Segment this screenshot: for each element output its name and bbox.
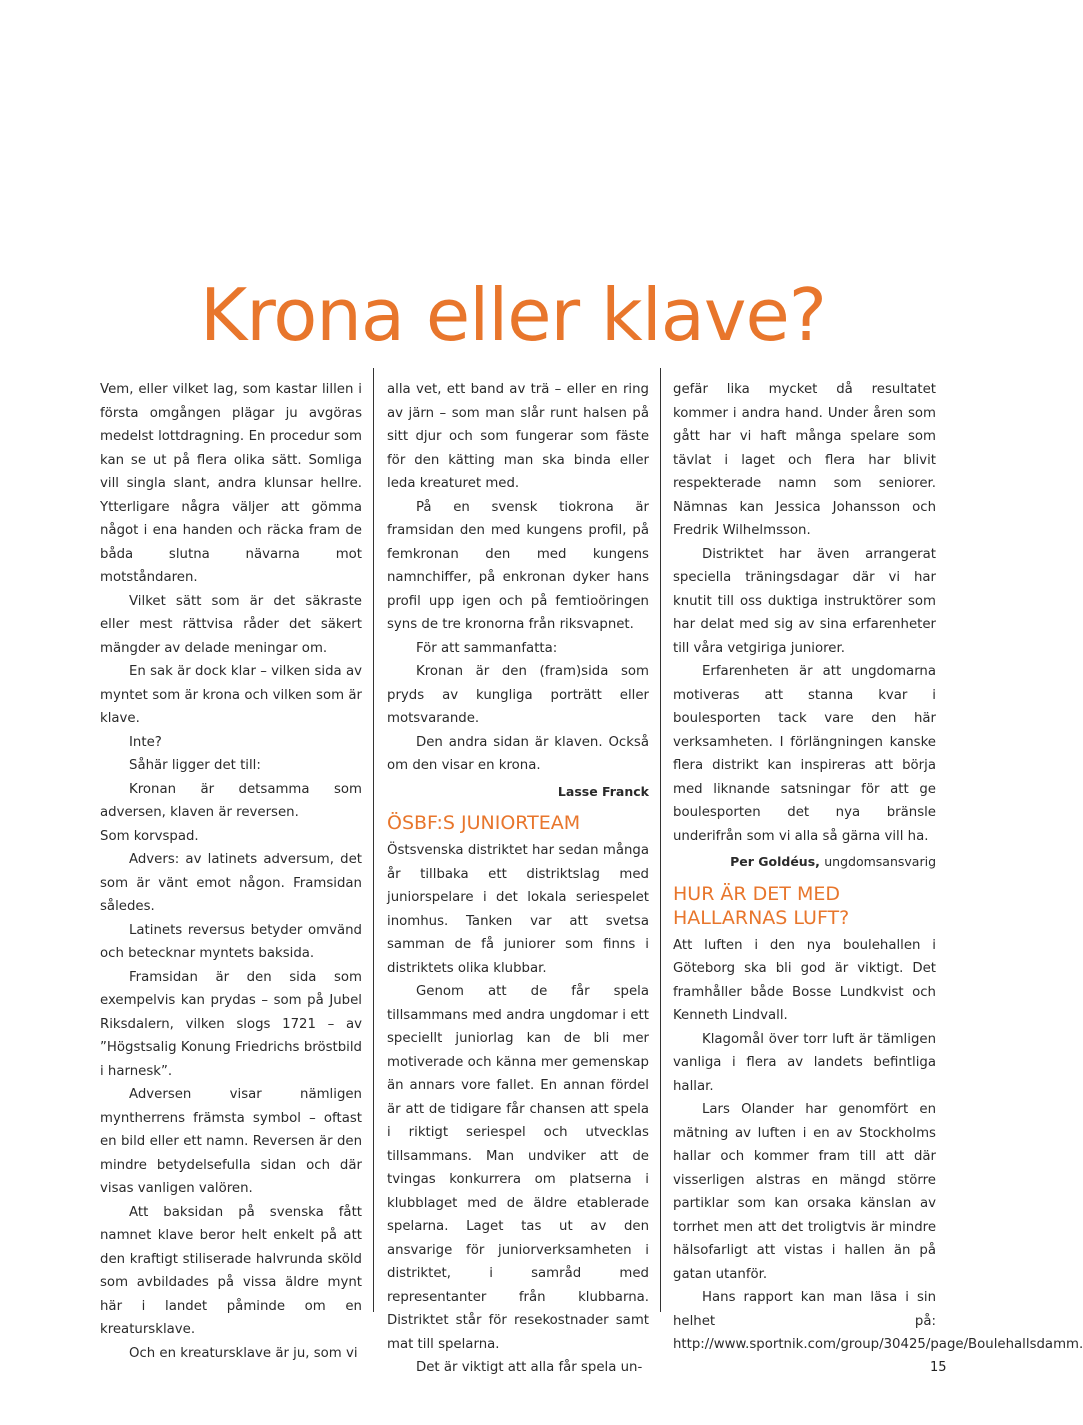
paragraph: Vem, eller vilket lag, som kastar lillen i första omgången plägar ju avgöras medelst lottdragning. En procedur som kan se ut på flera olika sätt. Somliga vill singla slant, andra klunsar hellre. Ytterligare några väljer att gömma något i ena handen och räcka fram de båda slutna nävarna mot motståndaren. xyxy=(100,382,362,585)
paragraph: Att baksidan på svenska fått namnet klave beror helt enkelt på att den kraftigt stiliserade halvrunda sköld som avbildades på vissa äldre mynt här i landet påminde om en kreatursklave. xyxy=(100,1204,362,1337)
signature-role: ungdomsansvarig xyxy=(824,854,936,869)
paragraph: På en svensk tiokrona är framsidan den med kungens profil, på femkronan den med kungens namnchiffer, på enkronan dyker hans profil upp igen och på femtioöringen syns de tre kronorna från riksvapnet. xyxy=(387,499,649,632)
paragraph: Såhär ligger det till: xyxy=(129,758,261,773)
author-signature xyxy=(673,850,936,874)
page-number: 15 xyxy=(930,1360,947,1375)
paragraph: Som korvspad. xyxy=(100,828,199,844)
column-1 xyxy=(100,378,362,1365)
paragraph: Östsvenska distriktet har sedan många år tillbaka ett distriktslag med juniorspelare i det lokala seriespelet inomhus. Tanken var att svetsa samman de få juniorer som finns i distriktets olika klubbar. xyxy=(387,843,649,976)
column-3 xyxy=(673,378,1083,1357)
paragraph: Det är viktigt att alla får spela un- xyxy=(416,1360,643,1375)
paragraph: Genom att de får spela tillsammans med andra ungdomar i ett speciellt juniorlag kan de bli mer motiverade och känna mer gemenskap än annars vore fallet. En annan fördel är att de tidigare får chansen att spela i riktigt seriespel och utvecklas tillsammans. Man undviker att de tvingas konkurrera om platserna i klubblaget med de äldre etablerade spelarna. Laget tas ut av den ansvarige för juniorverksamheten i distriktet, i samråd med representanter från klubbarna. Distriktet står för resekostnader samt mat till spelarna. xyxy=(387,984,649,1352)
paragraph: Att luften i den nya boulehallen i Göteborg ska bli god är viktigt. Det framhåller både Bosse Lundkvist och Kenneth Lindvall. xyxy=(673,937,936,1023)
paragraph: Distriktet har även arrangerat speciella träningsdagar där vi har knutit till oss duktiga instruktörer som har delat med sig av sina erfarenheter till våra vetgiriga juniorer. xyxy=(673,546,936,656)
paragraph: alla vet, ett band av trä – eller en ring av järn – som man slår runt halsen på sitt djur och som fungerar som fäste för den kätting man ska binda eller leda kreaturet med. xyxy=(387,382,649,491)
column-divider xyxy=(373,368,374,1312)
paragraph: Lars Olander har genomfört en mätning av luften i en av Stockholms hallar och kommer fram till att där visserligen alstras en mängd större partiklar som kan orsaka känslan av torrhet men att det troligtvis är mindre hälsofarligt att vistas i hallen än på gatan utanför. xyxy=(673,1102,936,1282)
paragraph: Kronan är detsamma som adversen, klaven är reversen. xyxy=(100,781,362,820)
column-divider xyxy=(660,368,661,1312)
paragraph: Framsidan är den sida som exempelvis kan prydas – som på Jubel Riksdalern, vilken slogs 1721 – av ”Högstsalig Konung Friedrichs bröstbild i harnesk”. xyxy=(100,969,362,1079)
paragraph: Kronan är den (fram)sida som pryds av kungliga porträtt eller motsvarande. xyxy=(387,664,649,726)
section-heading: HUR ÄR DET MED HALLARNAS LUFT? xyxy=(673,882,850,929)
paragraph: Advers: av latinets adversum, det som är vänt emot någon. Framsidan således. xyxy=(100,852,362,914)
paragraph: Den andra sidan är klaven. Också om den visar en krona. xyxy=(387,734,649,773)
section-heading: ÖSBF:S JUNIORTEAM xyxy=(387,812,581,834)
paragraph: Och en kreatursklave är ju, som vi xyxy=(129,1345,358,1361)
signature-name: Per Goldéus, xyxy=(730,854,820,869)
paragraph: En sak är dock klar – vilken sida av myntet som är krona och vilken som är klave. xyxy=(100,664,362,726)
paragraph: Klagomål över torr luft är tämligen vanliga i flera av landets befintliga hallar. xyxy=(673,1031,936,1094)
paragraph: Adversen visar nämligen myntherrens främsta symbol – oftast en bild eller ett namn. Reversen är den mindre betydelsefulla sidan och där visas vanligen valören. xyxy=(100,1087,362,1196)
paragraph: Vilket sätt som är det säkraste eller mest rättvisa råder det säkert mängder av delade meningar om. xyxy=(100,593,362,656)
paragraph: För att sammanfatta: xyxy=(416,640,558,656)
column-2 xyxy=(387,378,649,1380)
article-title: Krona eller klave? xyxy=(200,273,826,357)
paragraph: Latinets reversus betyder omvänd och betecknar myntets baksida. xyxy=(100,922,362,961)
paragraph: gefär lika mycket då resultatet kommer i andra hand. Under åren som gått har vi haft många spelare som tävlat i laget och flera har blivit respekterade namn som seniorer. Nämnas kan Jessica Johansson och Fredrik Wilhelmsson. xyxy=(673,382,936,538)
paragraph: Hans rapport kan man läsa i sin helhet på: http://www.sportnik.com/group/30425/page/Boulehallsdamm. xyxy=(673,1290,1083,1352)
paragraph: Inte? xyxy=(129,734,162,750)
paragraph: Erfarenheten är att ungdomarna motiveras att stanna kvar i boulesporten tack vare den här verksamheten. I förlängningen kanske flera distrikt kan inspireras att börja med liknande satsningar för att ge boulesporten det nya bränsle underifrån som vi alla så gärna vill ha. xyxy=(673,664,936,844)
author-signature: Lasse Franck xyxy=(557,783,649,799)
